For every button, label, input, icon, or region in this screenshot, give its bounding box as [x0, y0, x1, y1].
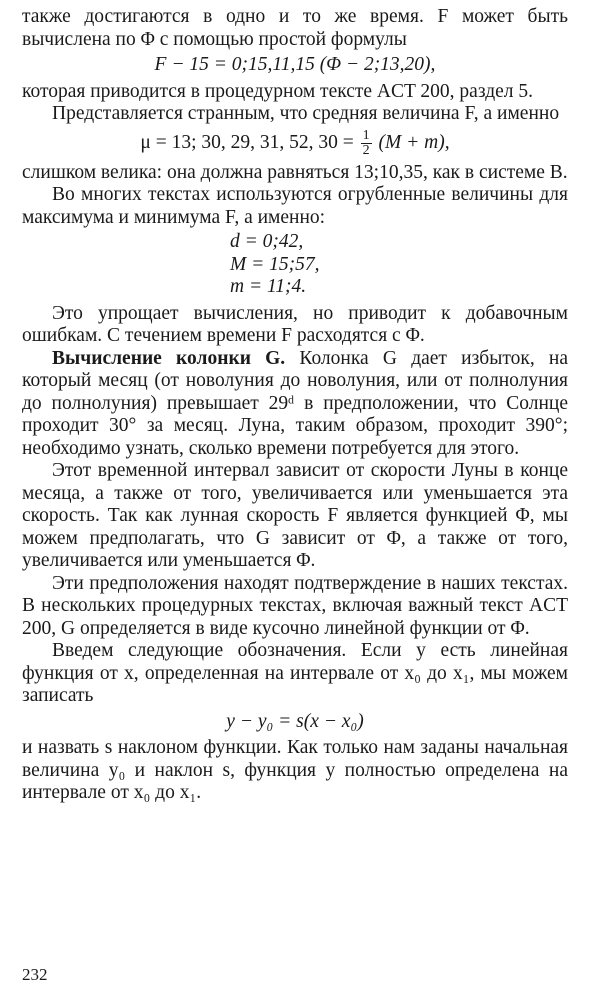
fraction-one-half [361, 129, 372, 158]
paragraph-rough-values: Во многих текстах используются огрубленные величины для максимума и минимума F, а именно: [22, 184, 568, 228]
paragraph-column-g-text: Колонка G дает избыток, на который месяц (от новолуния до новолуния, или от полнолуния до полнолуния) превышает 29ᵈ в предположении, что Солнце проходит 30° за месяц. Луна, таким образом, проходит 390°; необходимо узнать, сколько времени потребуется для этого. [22, 347, 569, 459]
formula-mu-right: (M + m), [378, 131, 450, 153]
paragraph-notation: Введем следующие обозначения. Если y есть линейная функция от x, определенная на интервале от x₀ до x₁, мы можем записать [22, 640, 568, 706]
paragraph-mean-value: Представляется странным, что средняя величина F, а именно [52, 103, 560, 124]
paragraph-assumptions: Эти предположения находят подтверждение в наших текстах. В нескольких процедурных текстах, включая важный текст ACT 200, G определяется в виде кусочно линейной функции от Φ. [22, 572, 568, 639]
formula-f: F − 15 = 0;15,11,15 (Φ − 2;13,20), [154, 54, 436, 75]
page-number: 232 [22, 965, 48, 984]
paragraph-continuation: также достигаются в одно и то же время. F может быть вычислена по Φ с помощью простой формулы [22, 6, 568, 50]
formula-mu [22, 129, 568, 158]
paragraph-too-large: слишком велика: она должна равняться 13;10,35, как в системе B. [22, 161, 568, 183]
fraction-denominator: 2 [362, 142, 370, 158]
paragraph-time-interval: Этот временной интервал зависит от скорости Луны в конце месяца, а также от того, увеличивается или уменьшается эта скорость. Так как лунная скорость F является функцией Φ, мы можем предполагать, что G зависит от Φ, а также от того, увеличивается или уменьшается Φ. [22, 460, 568, 571]
section-heading-column-g: Вычисление колонки G. [52, 347, 286, 369]
fraction-numerator: 1 [362, 127, 370, 143]
formula-extremes [22, 231, 568, 299]
paragraph-simplification: Это упрощает вычисления, но приводит к добавочным ошибкам. С течением времени F расходятся с Φ. [22, 302, 568, 346]
formula-mu-left: μ = 13; 30, 29, 31, 52, 30 = [140, 131, 354, 153]
formula-m: m = 11;4. [230, 276, 307, 297]
formula-d: d = 0;42, [230, 231, 304, 252]
formula-linear: y − y₀ = s(x − x₀) [226, 710, 364, 732]
formula-M: M = 15;57, [230, 253, 320, 275]
paragraph-column-g [22, 348, 568, 461]
paragraph-reference: которая приводится в процедурном тексте ACT 200, раздел 5. [22, 80, 533, 102]
paragraph-slope: и назвать s наклоном функции. Как только нам заданы начальная величина y₀ и наклон s, функция y полностью определена на интервале от x₀ до x₁. [22, 737, 568, 803]
